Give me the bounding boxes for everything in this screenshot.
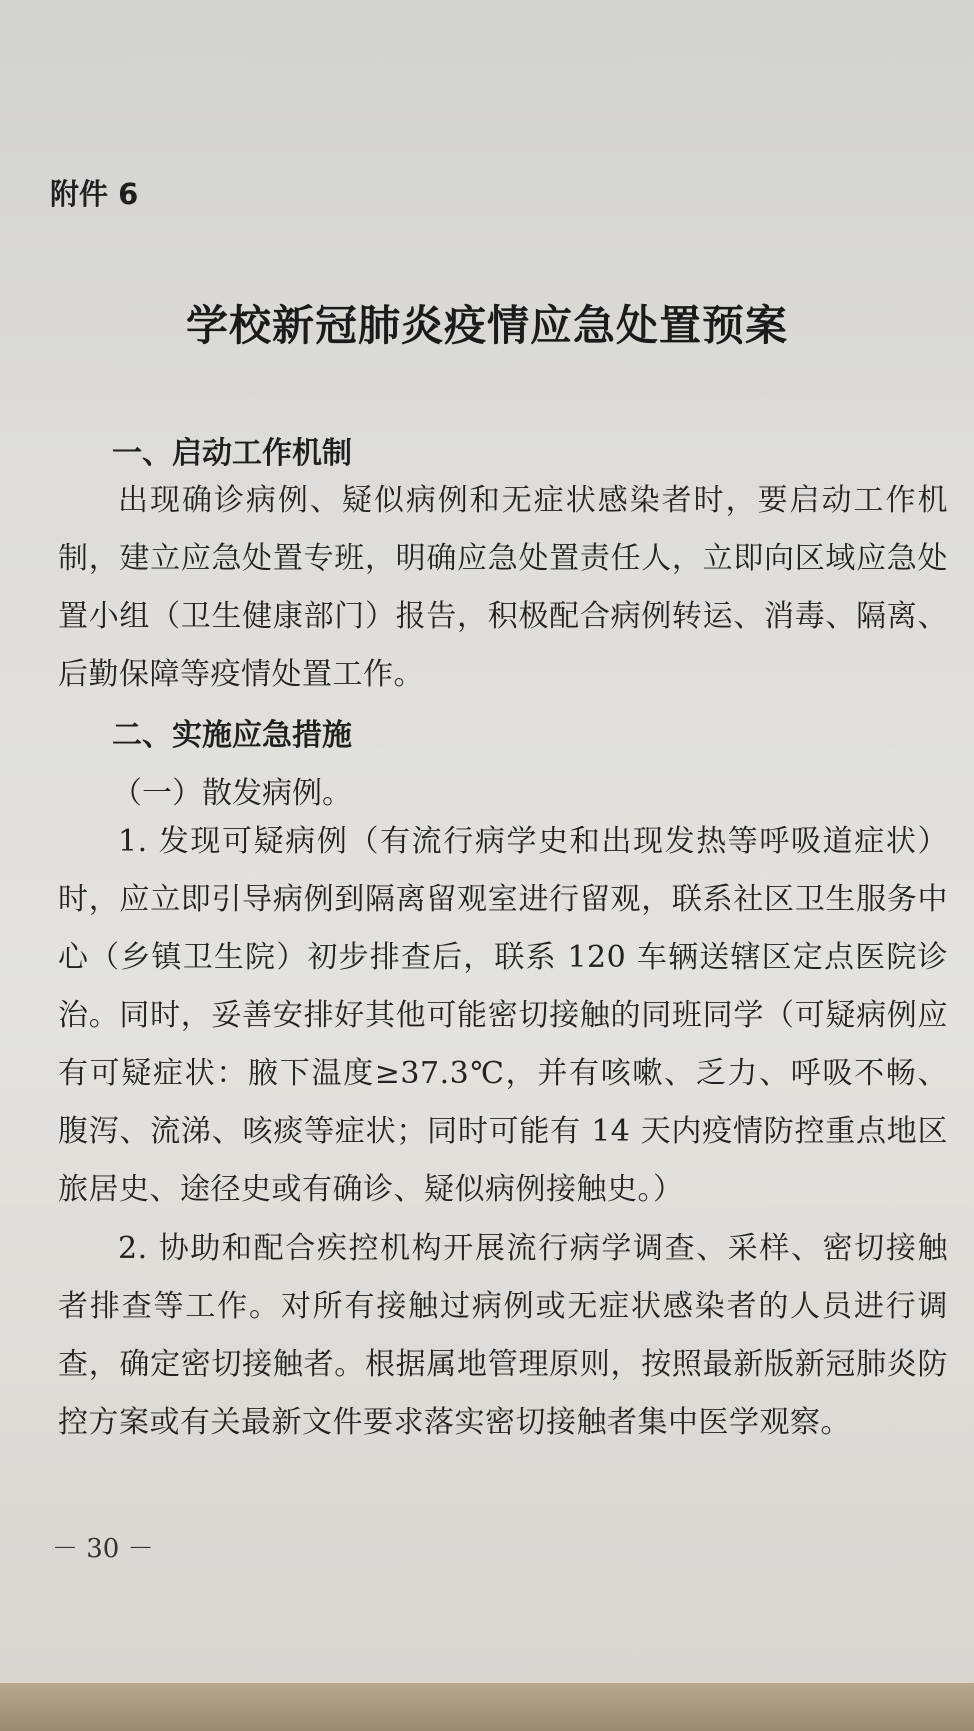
- page-number: － 30 －: [52, 1534, 154, 1564]
- subsection-heading-1: （一）散发病例。: [112, 776, 352, 811]
- desk-surface: [0, 1683, 974, 1731]
- item-1-paragraph: 1. 发现可疑病例（有流行病学史和出现发热等呼吸道症状）时，应立即引导病例到隔离留观室进行留观，联系社区卫生服务中心（乡镇卫生院）初步排查后，联系 120 车辆送辖区定点医院诊治。同时，妥善安排好其他可能密切接触的同班同学（可疑病例应有可疑症状：腋下温度≥37.3℃，并有咳嗽、乏力、呼吸不畅、腹泻、流涕、咳痰等症状；同时可能有 14 天内疫情防控重点地区旅居史、途径史或有确诊、疑似病例接触史。）: [58, 824, 948, 1207]
- item-2-paragraph: 2. 协助和配合疾控机构开展流行病学调查、采样、密切接触者排查等工作。对所有接触过病例或无症状感染者的人员进行调查，确定密切接触者。根据属地管理原则，按照最新版新冠肺炎防控方案或有关最新文件要求落实密切接触者集中医学观察。: [58, 1231, 948, 1440]
- section-heading-2: 二、实施应急措施: [112, 718, 352, 753]
- section-heading-1: 一、启动工作机制: [112, 436, 352, 471]
- document-title: 学校新冠肺炎疫情应急处置预案: [185, 301, 788, 350]
- attachment-label: 附件 6: [50, 177, 139, 211]
- section-1-paragraph: 出现确诊病例、疑似病例和无症状感染者时，要启动工作机制，建立应急处置专班，明确应急处置责任人，立即向区域应急处置小组（卫生健康部门）报告，积极配合病例转运、消毒、隔离、后勤保障等疫情处置工作。: [58, 483, 948, 692]
